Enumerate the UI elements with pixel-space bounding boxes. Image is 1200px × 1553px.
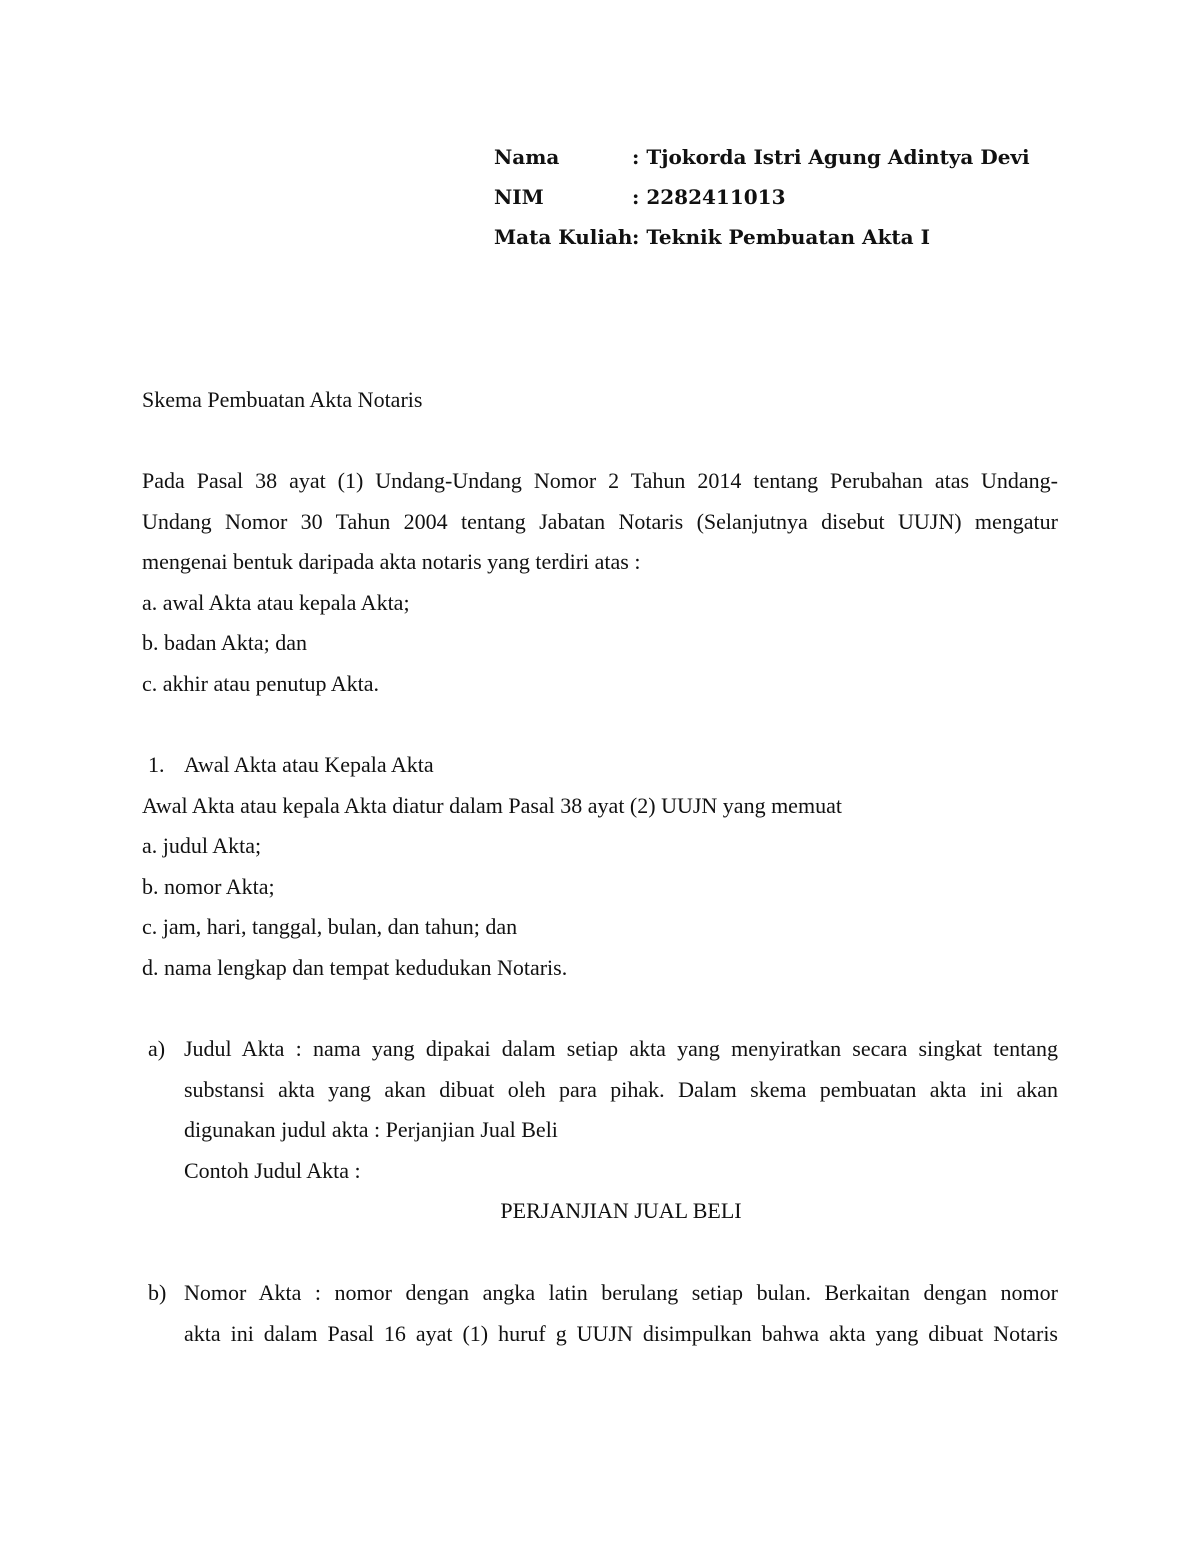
subsection-marker: b): [148, 1280, 167, 1305]
subsection-line: substansi akta yang akan dibuat oleh para pihak. Dalam skema pembuatan akta ini akan: [184, 1076, 1058, 1102]
example-label: Contoh Judul Akta :: [184, 1157, 361, 1183]
intro-paragraph: [142, 461, 1058, 704]
subsection-line: digunakan judul akta : Perjanjian Jual Beli: [184, 1117, 558, 1142]
subsection-line: akta ini dalam Pasal 16 ayat (1) huruf g UUJN disimpulkan bahwa akta yang dibuat Notaris: [184, 1320, 1058, 1346]
list-item: c. jam, hari, tanggal, bulan, dan tahun; dan: [142, 914, 518, 939]
header-row-nama: [494, 140, 1030, 180]
intro-line: mengenai bentuk daripada akta notaris yang terdiri atas :: [142, 549, 641, 574]
subsection-text: Judul Akta : nama yang dipakai dalam setiap akta yang menyiratkan secara singkat tentang: [184, 1036, 1058, 1061]
header-row-mata-kuliah: [494, 220, 1030, 260]
list-item: a. awal Akta atau kepala Akta;: [142, 589, 410, 615]
header-row-nim: [494, 180, 1030, 220]
section-number: 1.: [148, 752, 165, 777]
header-value: : Teknik Pembuatan Akta I: [632, 225, 930, 249]
header-value: : Tjokorda Istri Agung Adintya Devi: [632, 145, 1030, 169]
subsection-text: Nomor Akta : nomor dengan angka latin berulang setiap bulan. Berkaitan dengan nomor: [184, 1280, 1058, 1305]
list-item: a. judul Akta;: [142, 833, 262, 858]
header-value: : 2282411013: [632, 185, 786, 209]
document-title: Skema Pembuatan Akta Notaris: [142, 387, 423, 412]
document-title-block: [142, 380, 1058, 421]
section-heading-text: Awal Akta atau Kepala Akta: [184, 752, 434, 777]
subsection-marker: a): [148, 1036, 166, 1061]
intro-line: Pada Pasal 38 ayat (1) Undang-Undang Nomor 2 Tahun 2014 tentang Perubahan atas Undang-: [142, 468, 1058, 493]
section-lead: Awal Akta atau kepala Akta diatur dalam Pasal 38 ayat (2) UUJN yang memuat: [142, 792, 842, 818]
section-1: [142, 745, 1058, 988]
list-item: c. akhir atau penutup Akta.: [142, 670, 380, 696]
header-label: NIM: [494, 185, 544, 209]
subsection-line: [142, 1273, 1058, 1314]
header-label: Nama: [494, 145, 560, 169]
student-info-header: [494, 140, 1030, 260]
example-title: PERJANJIAN JUAL BELI: [500, 1198, 742, 1223]
list-item: d. nama lengkap dan tempat kedudukan Notaris.: [142, 954, 568, 980]
list-item: b. nomor Akta;: [142, 873, 275, 899]
list-item: b. badan Akta; dan: [142, 630, 307, 655]
subsection-line: [142, 1029, 1058, 1070]
intro-line: Undang Nomor 30 Tahun 2004 tentang Jabatan Notaris (Selanjutnya disebut UUJN) mengatur: [142, 508, 1058, 534]
section-heading: [142, 745, 1058, 786]
subsection-a: [142, 1029, 1058, 1232]
header-label: Mata Kuliah: [494, 225, 633, 249]
subsection-b: [142, 1273, 1058, 1354]
